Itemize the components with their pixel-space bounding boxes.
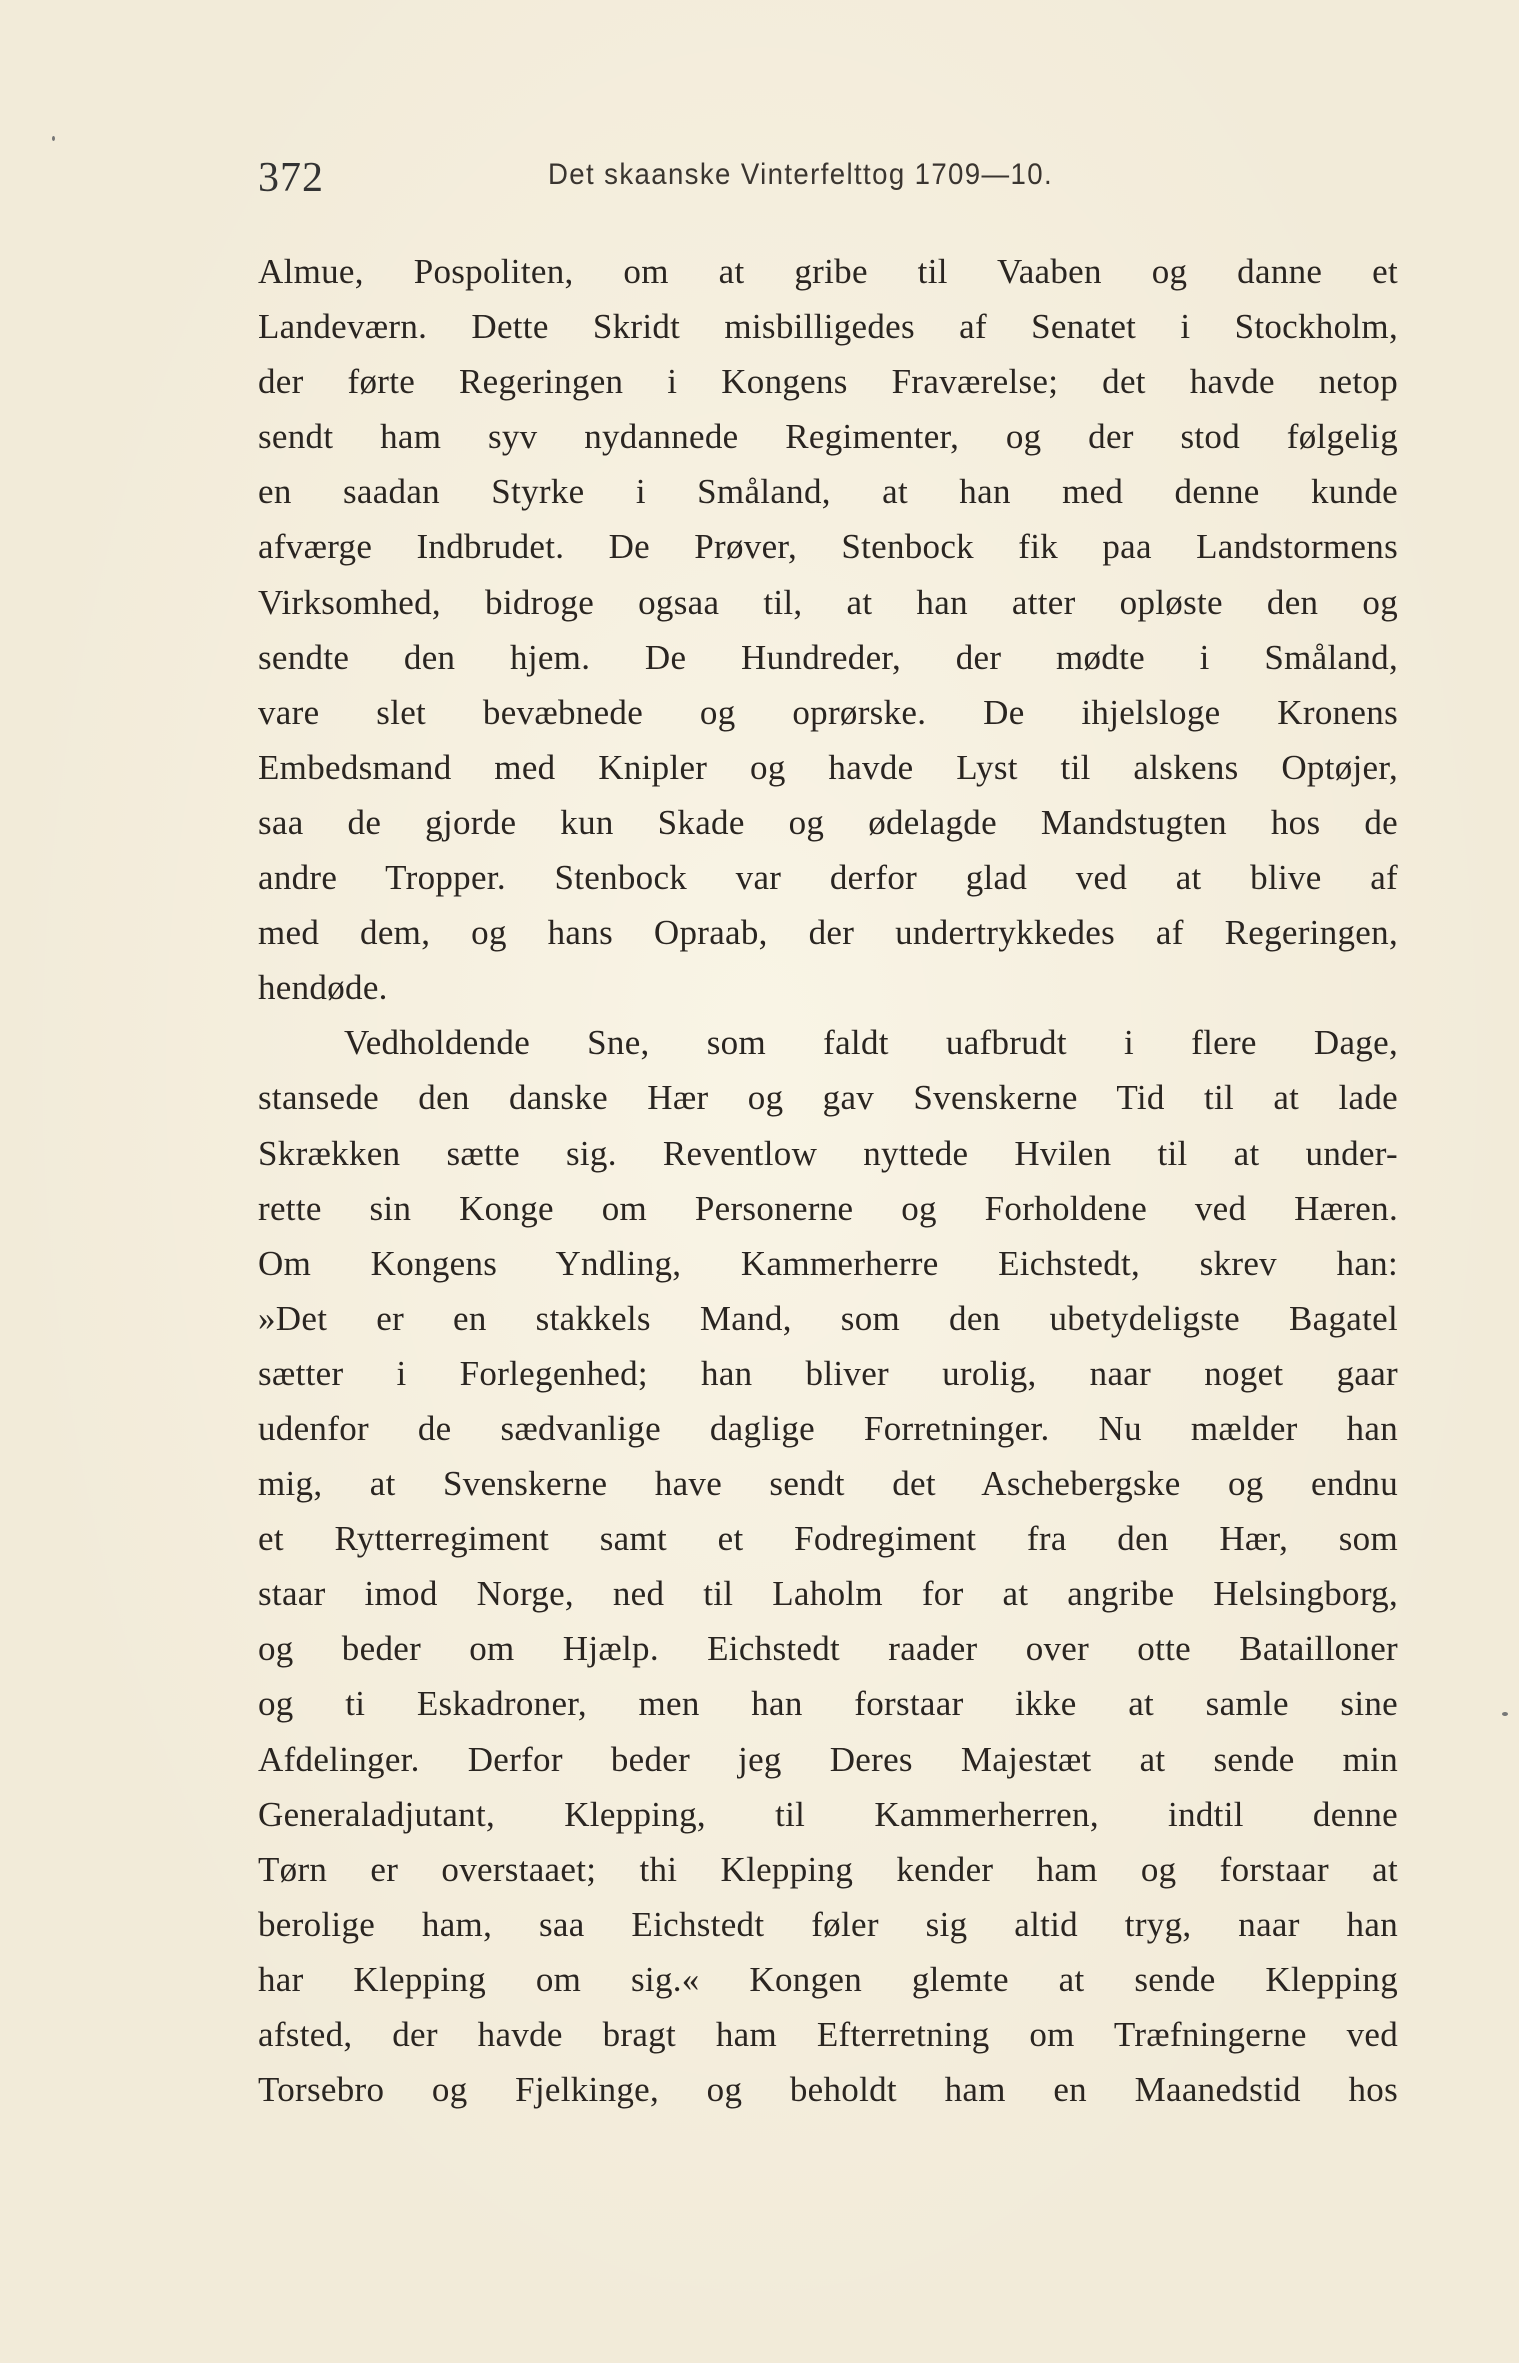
text-line: og ti Eskadroner, men han forstaar ikke at samle sine [258, 1684, 1398, 1724]
text-line: med dem, og hans Opraab, der undertrykkedes af Regeringen, [258, 913, 1398, 953]
text-line: stansede den danske Hær og gav Svenskerne Tid til at lade [258, 1078, 1398, 1118]
text-line: mig, at Svenskerne have sendt det Aschebergske og endnu [258, 1464, 1398, 1504]
text-line: Almue, Pospoliten, om at gribe til Vaaben og danne et [258, 252, 1398, 291]
text-line: der førte Regeringen i Kongens Fraværelse; det havde netop [258, 362, 1398, 402]
text-line: en saadan Styrke i Småland, at han med denne kunde [258, 472, 1398, 512]
text-line: udenfor de sædvanlige daglige Forretninger. Nu mælder han [258, 1408, 1398, 1448]
paragraph-start-line: Vedholdende Sne, som faldt uafbrudt i flere Dage, [344, 1023, 1398, 1063]
text-line: har Klepping om sig.« Kongen glemte at sende Klepping [258, 1959, 1398, 1999]
text-line: Virksomhed, bidroge ogsaa til, at han atter opløste den og [258, 582, 1398, 622]
text-line: andre Tropper. Stenbock var derfor glad ved at blive af [258, 858, 1398, 898]
paragraph-end-line: hendøde. [258, 968, 388, 1008]
text-line: Landeværn. Dette Skridt misbilligedes af Senatet i Stockholm, [258, 307, 1398, 347]
text-line: et Rytterregiment samt et Fodregiment fra den Hær, som [258, 1519, 1398, 1559]
page-number: 372 [258, 155, 324, 201]
text-line: Afdelinger. Derfor beder jeg Deres Majestæt at sende min [258, 1739, 1398, 1779]
text-line: »Det er en stakkels Mand, som den ubetydeligste Bagatel [258, 1298, 1398, 1338]
running-head: Det skaanske Vinterfelttog 1709—10. [548, 158, 1054, 191]
text-line: Skrækken sætte sig. Reventlow nyttede Hvilen til at under- [258, 1133, 1398, 1173]
text-line: staar imod Norge, ned til Laholm for at angribe Helsingborg, [258, 1574, 1398, 1614]
text-line: vare slet bevæbnede og oprørske. De ihjelsloge Kronens [258, 692, 1398, 732]
text-line: sendt ham syv nydannede Regimenter, og der stod følgelig [258, 417, 1398, 457]
paper-speck [1502, 1712, 1508, 1716]
text-line: rette sin Konge om Personerne og Forholdene ved Hæren. [258, 1188, 1398, 1228]
text-line: Embedsmand med Knipler og havde Lyst til alskens Optøjer, [258, 747, 1398, 787]
text-line: sendte den hjem. De Hundreder, der mødte i Småland, [258, 637, 1398, 677]
page-header [258, 148, 1158, 201]
text-line: og beder om Hjælp. Eichstedt raader over otte Batailloner [258, 1629, 1398, 1669]
text-line: Tørn er overstaaet; thi Klepping kender ham og forstaar at [258, 1849, 1398, 1889]
text-line: Torsebro og Fjelkinge, og beholdt ham en Maanedstid hos [258, 2070, 1398, 2110]
text-line: sætter i Forlegenhed; han bliver urolig, naar noget gaar [258, 1353, 1398, 1393]
text-line: saa de gjorde kun Skade og ødelagde Mandstugten hos de [258, 802, 1398, 842]
paper-speck [52, 136, 55, 141]
text-line: Generaladjutant, Klepping, til Kammerherren, indtil denne [258, 1794, 1398, 1834]
body-text [258, 244, 1398, 2117]
text-line: Om Kongens Yndling, Kammerherre Eichstedt, skrev han: [258, 1243, 1398, 1283]
text-line: afværge Indbrudet. De Prøver, Stenbock fik paa Landstormens [258, 527, 1398, 567]
text-line: berolige ham, saa Eichstedt føler sig altid tryg, naar han [258, 1904, 1398, 1944]
text-line: afsted, der havde bragt ham Efterretning om Træfningerne ved [258, 2015, 1398, 2054]
